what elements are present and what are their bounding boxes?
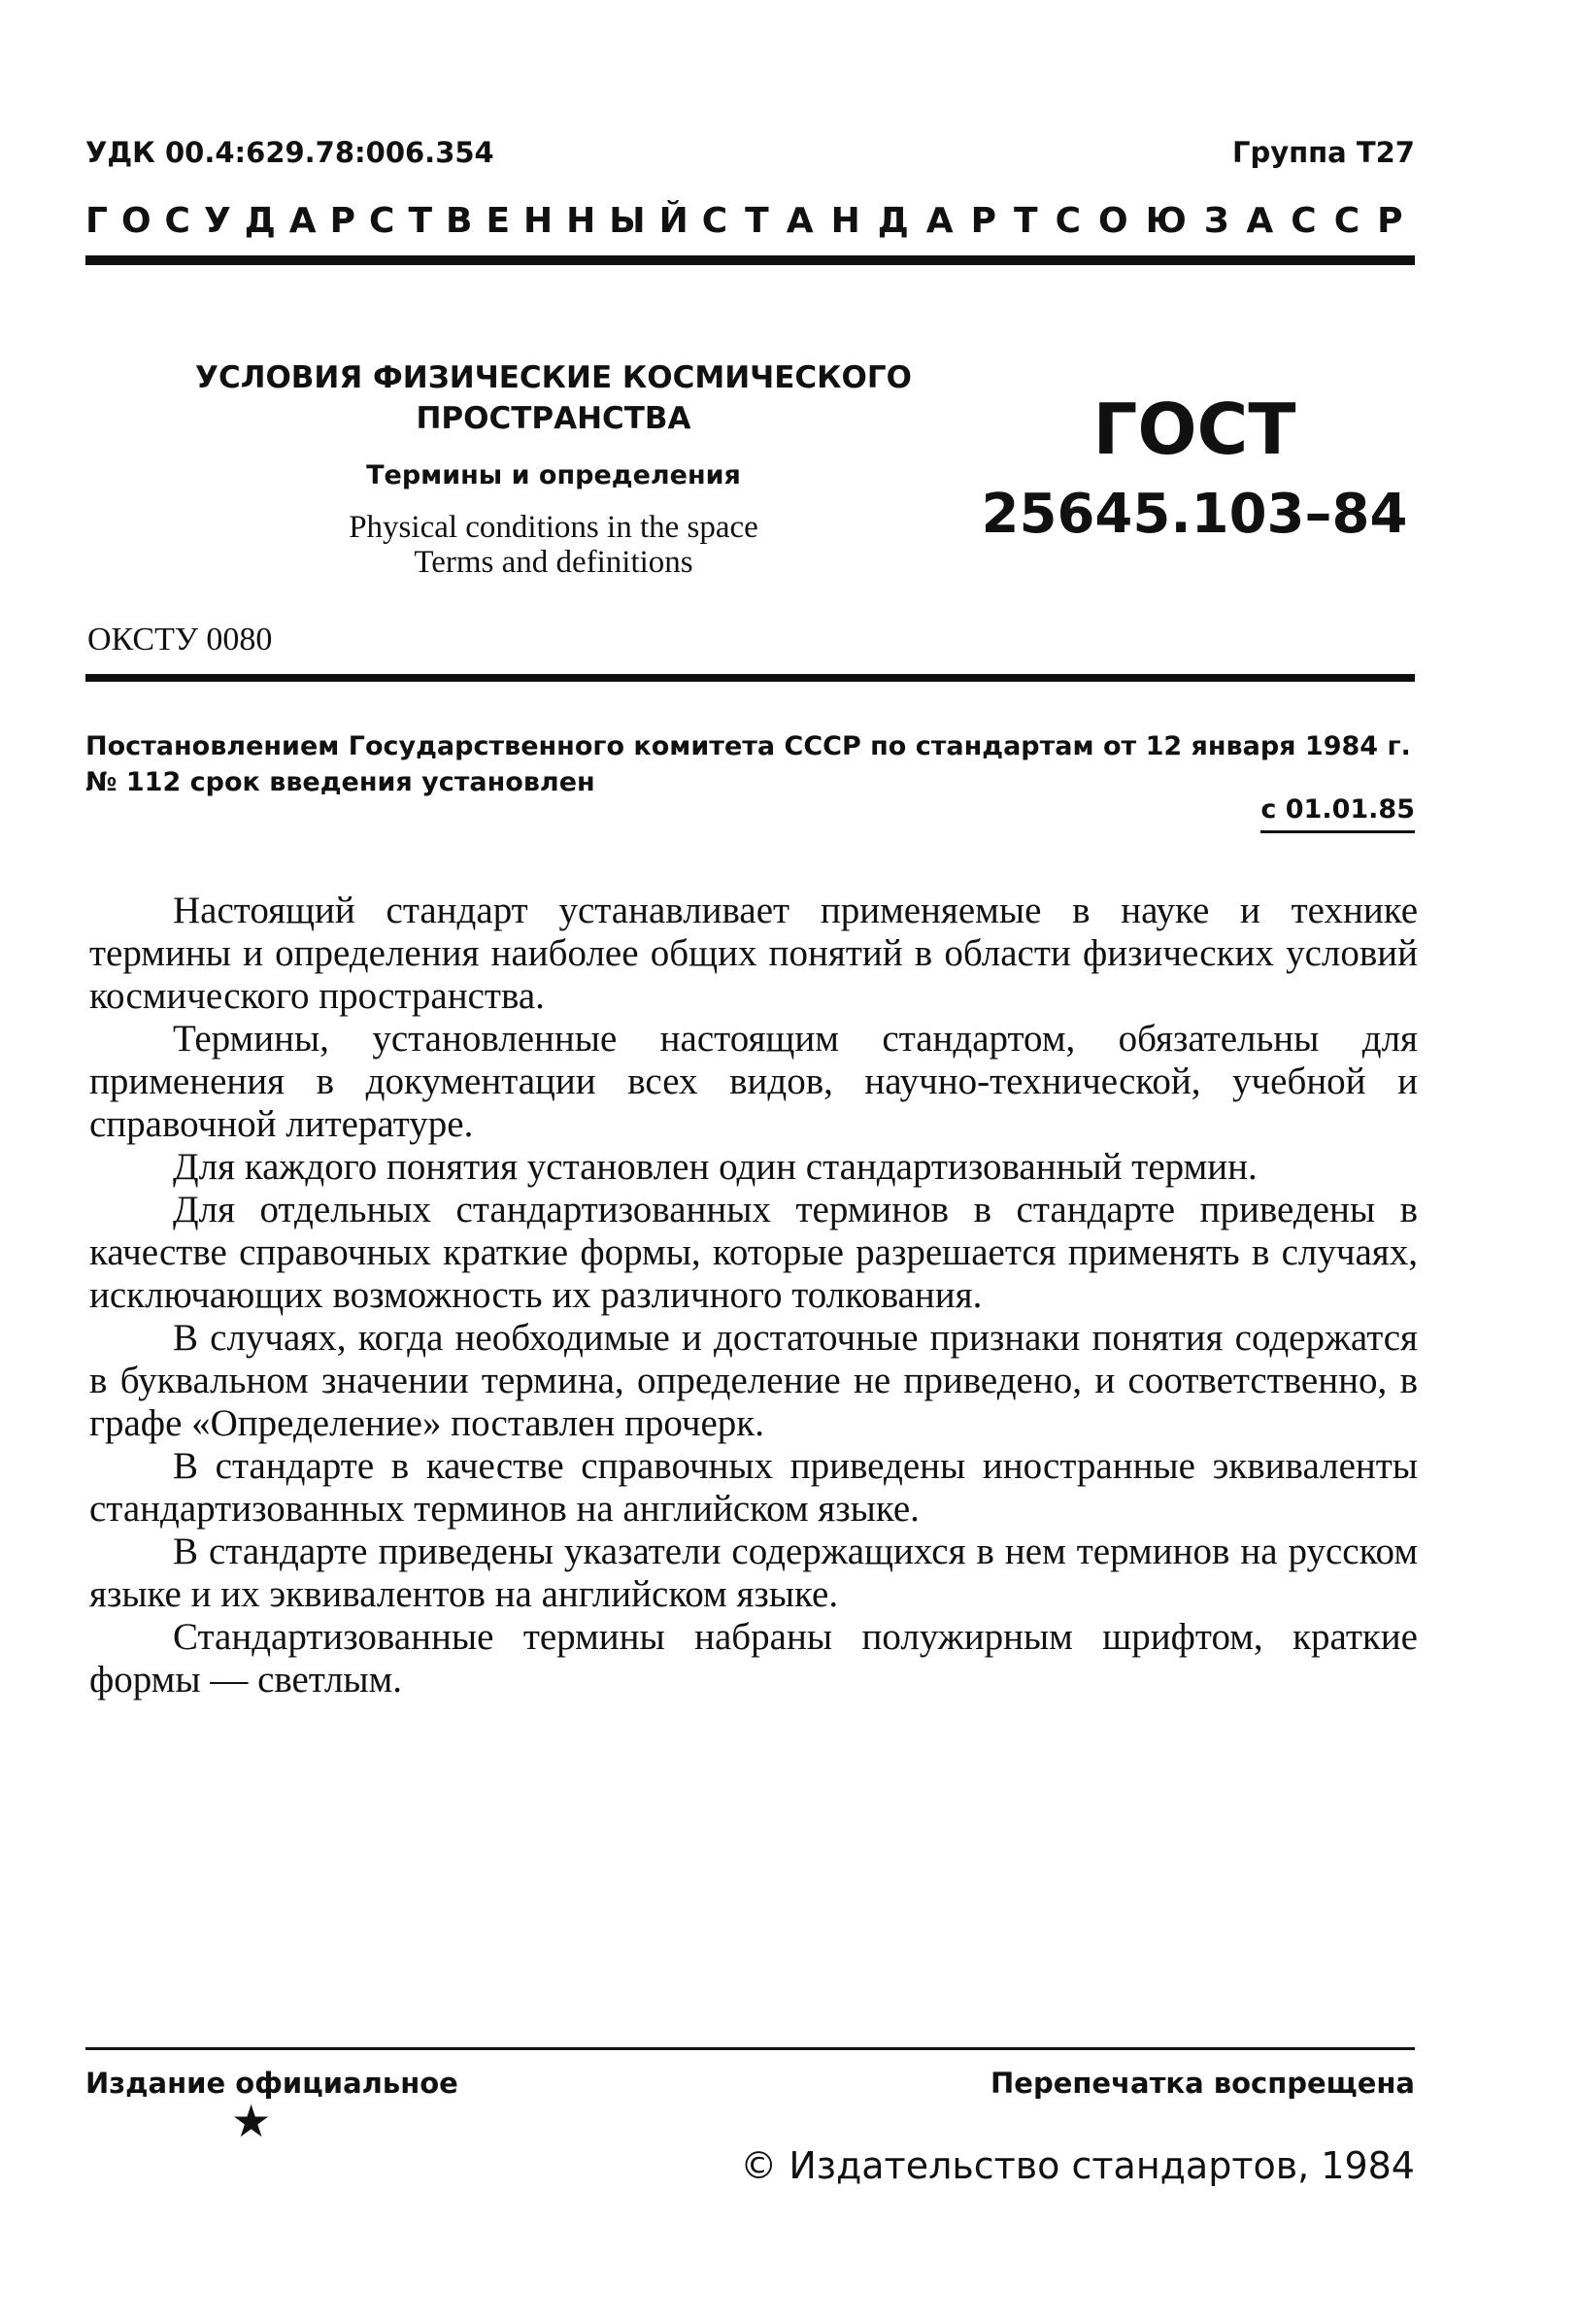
paragraph: В стандарте приведены указатели содержащихся в нем терминов на русском языке и их эквивалентов на английском языке. (89, 1531, 1418, 1615)
state-standard-header (85, 201, 1421, 241)
title-ru-line1: УСЛОВИЯ ФИЗИЧЕСКИЕ КОСМИЧЕСКОГО (195, 360, 912, 395)
title-en-line1: Physical conditions in the space (349, 510, 758, 545)
group-code: Группа Т27 (1231, 136, 1415, 169)
header-word-4: ССР (1291, 201, 1421, 241)
official-edition-label: Издание официальное (85, 2067, 458, 2100)
reprint-notice: Перепечатка воспрещена (990, 2067, 1415, 2100)
header-word-3: СОЮЗА (1055, 201, 1292, 241)
okstu-code: ОКСТУ 0080 (87, 622, 273, 657)
gost-number: 25645.103–84 (981, 483, 1408, 546)
paragraph: Термины, установленные настоящим стандартом, обязательны для применения в документации всех видов, научно-технической, учебной и справочной литературе. (89, 1018, 1418, 1145)
decree-text: Постановлением Государственного комитета СССР по стандартам от 12 января 1984 г. № 112 срок введения установлен (85, 731, 1411, 797)
udk-code: УДК 00.4:629.78:006.354 (85, 136, 494, 169)
paragraph: В случаях, когда необходимые и достаточные признаки понятия содержатся в буквальном значении термина, определение не приведено, и соответственно, в графе «Определение» поставлен прочерк. (89, 1317, 1418, 1444)
effective-date: с 01.01.85 (1260, 794, 1415, 833)
title-block (194, 357, 913, 580)
subtitle-ru: Термины и определения (366, 460, 741, 490)
header-word-1: ГОСУДАРСТВЕННЫЙ (85, 201, 702, 241)
header-word-2: СТАНДАРТ (701, 201, 1056, 241)
paragraph: В стандарте в качестве справочных приведены иностранные эквиваленты стандартизованных терминов на английском языке. (89, 1445, 1418, 1530)
star-icon: ★ (231, 2097, 272, 2146)
footer-rule (85, 2047, 1415, 2050)
title-en-line2: Terms and definitions (414, 545, 693, 580)
paragraph: Для отдельных стандартизованных терминов в стандарте приведены в качестве справочных краткие формы, которые разрешается применять в случаях, исключающих возможность их различного толкования. (89, 1189, 1418, 1316)
copyright-line: © Издательство стандартов, 1984 (740, 2144, 1415, 2187)
title-ru-line2: ПРОСТРАНСТВА (416, 401, 691, 436)
paragraph: Стандартизованные термины набраны полужирным шрифтом, краткие формы — светлым. (89, 1616, 1418, 1701)
body-text (89, 890, 1418, 1701)
header-rule (85, 255, 1415, 265)
title-rule (85, 674, 1415, 682)
paragraph: Для каждого понятия установлен один стандартизованный термин. (173, 1146, 1258, 1188)
paragraph: Настоящий стандарт устанавливает применяемые в науке и технике термины и определения наиболее общих понятий в области физических условий космического пространства. (89, 890, 1418, 1017)
gost-label: ГОСТ (1092, 388, 1296, 470)
